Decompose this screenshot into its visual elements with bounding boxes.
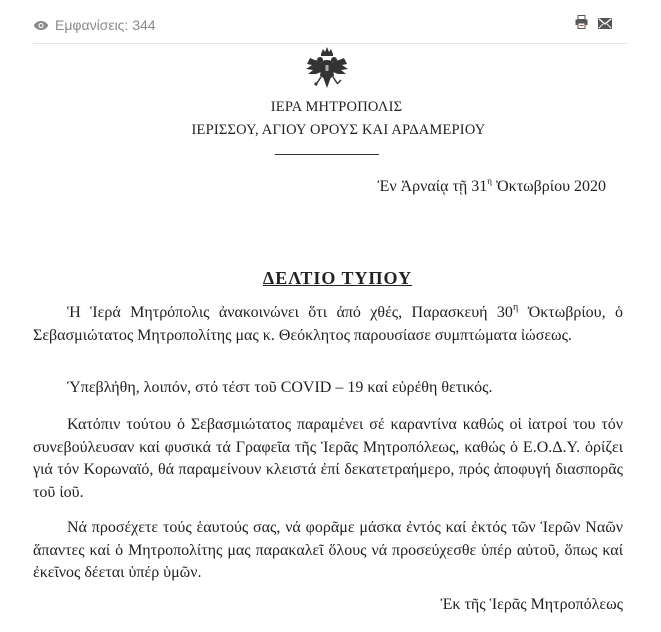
press-release-title: ΔΕΛΤΙΟ ΤΥΠΟΥ [262, 268, 413, 288]
eye-icon [33, 20, 49, 31]
paragraph-1: Ἡ Ἱερά Μητρόπολις ἀνακοινώνει ὅτι ἀπό χθές, Παρασκευή $30^\eta$ Ὀκτωβρίου, ὁ Σεβασμιώτατος Μητροπολίτης μας κ. Θεόκλητος παρουσίασε συμπτώματα ἰώσεως. [33, 302, 624, 344]
date-line: Ἐν Ἀρναίᾳ τῇ $31^\eta$ Ὀκτωβρίου 2020 [377, 176, 606, 195]
article-toolbar [0, 0, 661, 44]
signoff: Ἐκ τῆς Ἱερᾶς Μητροπόλεως [440, 596, 623, 613]
views-count-label: Εμφανίσεις: 344 [55, 17, 156, 33]
toolbar-divider [33, 43, 628, 44]
print-icon[interactable] [575, 15, 588, 34]
paragraph-3: Κατόπιν τούτου ὁ Σεβασμιώτατος παραμένει σέ καραντίνα καθώς οἱ ἰατροί του τόν συνεβούλευσαν καί φυσικά τά Γραφεῖα τῆς Ἱερᾶς Μητροπόλεως, καθώς ὁ Ε.Ο.Δ.Υ. ὁρίζει γιά τόν Κορωναϊό, θά παραμείνουν κλειστά ἐπί δεκατετραήμερο, πρός ἀποφυγή διασπορᾶς τοῦ ἰοῦ. [33, 416, 623, 501]
views-counter [33, 17, 156, 33]
header-rule [275, 154, 379, 155]
metropolis-name-line2: ΙΕΡΙΣΣΟΥ, ΑΓΙΟΥ ΟΡΟΥΣ ΚΑΙ ΑΡΔΑΜΕΡΙΟΥ [191, 122, 486, 138]
email-icon[interactable] [598, 16, 612, 34]
paragraph-2: Ὑπεβλήθη, λοιπόν, στό τέστ τοῦ COVID – 19 καί εὑρέθη θετικός. [67, 379, 493, 396]
double-headed-eagle-emblem [304, 46, 350, 92]
metropolis-name-line1: ΙΕΡΑ ΜΗΤΡΟΠΟΛΙΣ [270, 99, 403, 115]
paragraph-4: Νά προσέχετε τούς ἑαυτούς σας, νά φορᾶμε μάσκα ἐντός καί ἐκτός τῶν Ἱερῶν Ναῶν ἅπαντες καί ὁ Μητροπολίτης μας παρακαλεῖ ὅλους νά προσεύχεσθε ὑπέρ αὐτοῦ, ὅπως καί ἐκεῖνος δέεται ὑπέρ ὑμῶν. [33, 519, 623, 581]
